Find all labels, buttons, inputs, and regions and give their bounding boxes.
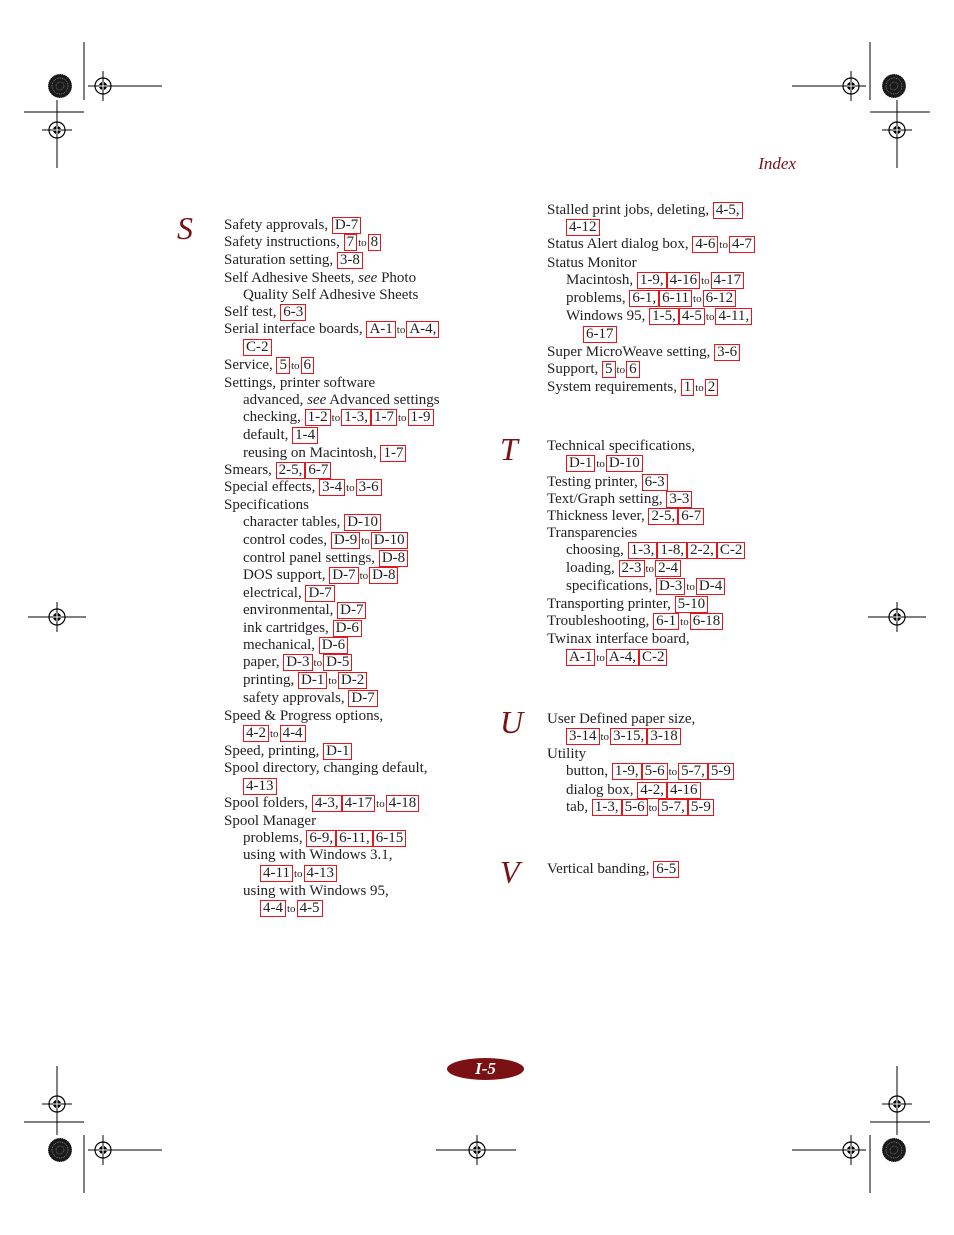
index-entry	[224, 234, 464, 252]
page-reference-link[interactable]: 3-3	[666, 491, 692, 508]
page-reference-link[interactable]: 6	[301, 357, 315, 374]
page-reference-link[interactable]: 1-9,	[637, 272, 667, 289]
section-letter: T	[500, 431, 518, 468]
entry-text: Troubleshooting,	[547, 613, 654, 630]
page-reference-link[interactable]: 6-3	[280, 304, 306, 321]
index-entry	[547, 308, 797, 326]
range-word: to	[686, 580, 695, 593]
entry-text: Speed & Progress options,	[224, 707, 384, 724]
entry-text: Stalled print jobs, deleting,	[547, 202, 713, 218]
index-entry	[224, 550, 464, 567]
page-reference-link[interactable]: D-10	[606, 455, 643, 472]
page-reference-link[interactable]: 4-6	[692, 236, 718, 253]
range-word: to	[287, 902, 296, 915]
range-word: to	[645, 562, 655, 575]
range-word: to	[396, 324, 406, 337]
index-entry	[224, 690, 464, 707]
index-entry	[547, 508, 797, 525]
page-reference-link[interactable]: 3-15,	[610, 728, 647, 745]
page-reference-link[interactable]: 4-11	[260, 865, 293, 882]
index-entry	[224, 778, 464, 795]
index-entry	[224, 514, 464, 531]
index-entry	[547, 711, 797, 728]
entry-text: User Defined paper size,	[547, 710, 696, 727]
entry-text: Technical specifications,	[547, 438, 696, 455]
page-reference-link[interactable]: 5-6	[642, 763, 668, 780]
range-word: to	[328, 675, 337, 688]
entry-text: Testing printer,	[547, 473, 642, 490]
page-reference-link[interactable]: C-2	[717, 542, 746, 559]
entry-text: Macintosh,	[566, 271, 637, 288]
index-section	[500, 703, 797, 817]
entry-text: using with Windows 3.1,	[243, 847, 393, 864]
page-reference-link[interactable]: 1-9	[408, 409, 434, 426]
index-entry	[224, 445, 464, 462]
entry-text: Special effects,	[224, 479, 320, 496]
entry-text: Spool Manager	[224, 812, 317, 829]
index-entry	[547, 344, 797, 361]
entry-text: System requirements,	[547, 379, 681, 396]
page-reference-link[interactable]: 8	[368, 234, 382, 251]
page-reference-link[interactable]: 1	[681, 379, 695, 396]
index-entry	[547, 746, 797, 763]
page-reference-link[interactable]: 5	[276, 357, 290, 374]
index-entry	[224, 654, 464, 672]
entry-text: Speed, printing,	[224, 743, 324, 760]
entry-text: Smears,	[224, 461, 276, 478]
index-entry	[547, 326, 797, 343]
page-reference-link[interactable]: 2	[705, 379, 719, 396]
entry-text: control panel settings,	[243, 549, 379, 566]
range-word: to	[616, 363, 626, 376]
page-reference-link[interactable]: 4-16	[667, 272, 701, 289]
page-reference-link[interactable]: 6-15	[373, 830, 407, 847]
entry-text: reusing on Macintosh,	[243, 444, 381, 461]
index-entry	[547, 379, 797, 397]
page-reference-link[interactable]: 4-7	[729, 236, 755, 253]
index-entry	[224, 637, 464, 654]
range-word: to	[701, 274, 710, 287]
page-reference-link[interactable]: 6-11,	[336, 830, 373, 847]
page-reference-link[interactable]: 1-4	[292, 427, 318, 444]
page-reference-link[interactable]: 4-12	[566, 219, 600, 236]
entry-text: character tables,	[243, 514, 345, 531]
entry-text: Transparencies	[547, 525, 638, 542]
entry-text: Serial interface boards,	[224, 321, 367, 338]
index-entry	[547, 236, 797, 254]
page-reference-link[interactable]: D-10	[344, 514, 381, 531]
page-reference-link[interactable]: 4-3,	[312, 795, 342, 812]
index-column-right	[500, 202, 797, 891]
entry-text: problems,	[243, 830, 307, 847]
index-entry	[224, 620, 464, 637]
page-reference-link[interactable]: 1-3,	[341, 409, 371, 426]
entry-text: Safety instructions,	[224, 234, 344, 251]
index-entry	[547, 782, 797, 799]
page-reference-link[interactable]: 2-4	[655, 560, 681, 577]
index-entry	[224, 375, 464, 392]
section-letter: V	[500, 854, 520, 891]
entry-text: Support,	[547, 360, 603, 377]
index-entry	[224, 427, 464, 444]
page-reference-link[interactable]: 6-9,	[306, 830, 336, 847]
entry-text: DOS support,	[243, 567, 330, 584]
page-reference-link[interactable]: 4-2,	[637, 782, 667, 799]
page-reference-link[interactable]: 1-2	[305, 409, 331, 426]
entry-text: Photo	[377, 269, 417, 286]
index-entry	[547, 542, 797, 559]
index-entry	[547, 491, 797, 508]
index-entry	[224, 497, 464, 514]
range-word: to	[270, 727, 279, 740]
page-reference-link[interactable]: D-10	[371, 532, 408, 549]
page-reference-link[interactable]: 1-8,	[657, 542, 687, 559]
page-reference-link[interactable]: D-3	[656, 578, 685, 595]
index-entry	[224, 900, 464, 918]
page-reference-link[interactable]: 3-4	[319, 479, 345, 496]
entry-text: mechanical,	[243, 636, 319, 653]
page-reference-link[interactable]: 2-3	[619, 560, 645, 577]
range-word: to	[596, 651, 605, 664]
index-entry	[224, 813, 464, 830]
index-column-left	[177, 210, 464, 918]
range-word: to	[293, 867, 303, 880]
index-entry	[547, 219, 797, 236]
range-word: to	[705, 311, 715, 324]
page-reference-link[interactable]: 6-17	[583, 326, 617, 343]
page-reference-link[interactable]: D-8	[369, 567, 398, 584]
page-reference-link[interactable]: 4-13	[304, 865, 338, 882]
range-word: to	[668, 766, 678, 779]
range-word: to	[695, 382, 704, 395]
index-entry	[224, 708, 464, 725]
page-reference-link[interactable]: 5-9	[688, 799, 714, 816]
section-letter: U	[500, 703, 524, 740]
range-word: to	[600, 731, 610, 744]
index-entry	[224, 409, 464, 427]
index-entry	[224, 287, 464, 304]
entry-text: Self test,	[224, 304, 281, 321]
page-reference-link[interactable]: 4-5	[297, 900, 323, 917]
entry-text: button,	[566, 763, 612, 780]
index-entry	[224, 321, 464, 339]
index-entry	[547, 290, 797, 308]
entry-text: Saturation setting,	[224, 252, 337, 269]
index-section	[547, 202, 797, 397]
index-entry	[547, 438, 797, 455]
page-reference-link[interactable]: 6-5	[653, 861, 679, 878]
entry-text: printing,	[243, 672, 298, 689]
entry-text: Thickness lever,	[547, 508, 649, 525]
index-entry	[224, 392, 464, 409]
page-reference-link[interactable]: 5-7,	[678, 763, 708, 780]
page-reference-link[interactable]: D-7	[329, 567, 358, 584]
page-reference-link[interactable]: 3-18	[647, 728, 681, 745]
range-word: to	[596, 458, 605, 471]
index-entry	[547, 613, 797, 631]
page-reference-link[interactable]: 6-11	[659, 290, 692, 307]
index-entry	[224, 672, 464, 690]
page-reference-link[interactable]: 3-6	[714, 344, 740, 361]
page-reference-link[interactable]: 6-7	[305, 462, 331, 479]
page-reference-link[interactable]: 6-7	[678, 508, 704, 525]
page-reference-link[interactable]: 4-18	[386, 795, 420, 812]
range-word: to	[331, 412, 341, 425]
entry-text: loading,	[566, 559, 619, 576]
page-reference-link[interactable]: 5-10	[675, 596, 709, 613]
entry-text: Service,	[224, 356, 277, 373]
page-reference-link[interactable]: 5	[602, 361, 616, 378]
entry-text: Windows 95,	[566, 308, 650, 325]
index-entry	[224, 883, 464, 900]
see-reference-word: see	[358, 269, 378, 286]
page-reference-link[interactable]: D-5	[323, 654, 352, 671]
entry-text: Specifications	[224, 497, 309, 514]
index-entry	[547, 578, 797, 596]
entry-text: Status Monitor	[547, 254, 637, 271]
index-entry	[547, 596, 797, 613]
entry-text: tab,	[566, 798, 592, 815]
entry-text: control codes,	[243, 531, 331, 548]
index-entry	[547, 525, 797, 542]
page-reference-link[interactable]: 3-6	[356, 479, 382, 496]
entry-text: dialog box,	[566, 781, 638, 798]
page-reference-link[interactable]: 4-11,	[715, 308, 752, 325]
range-word: to	[719, 239, 728, 252]
index-entry	[224, 217, 464, 234]
range-word: to	[361, 534, 370, 547]
index-entry	[224, 602, 464, 619]
index-entry	[547, 728, 797, 746]
page-reference-link[interactable]: 6	[626, 361, 640, 378]
index-entry	[547, 455, 797, 473]
entry-text: Twinax interface board,	[547, 631, 690, 648]
index-entry	[547, 474, 797, 491]
page-reference-link[interactable]: D-6	[333, 620, 362, 637]
range-word: to	[346, 482, 355, 495]
entry-text: problems,	[566, 290, 630, 307]
range-word: to	[680, 616, 689, 629]
index-entry	[224, 567, 464, 585]
page-reference-link[interactable]: C-2	[243, 339, 272, 356]
entry-text: Self Adhesive Sheets,	[224, 269, 359, 286]
index-section	[500, 854, 797, 891]
entry-text: ink cartridges,	[243, 619, 333, 636]
entry-text: Transporting printer,	[547, 596, 675, 613]
page-reference-link[interactable]: 4-5,	[713, 202, 743, 219]
page-reference-link[interactable]: C-2	[639, 649, 668, 666]
index-entry	[224, 357, 464, 375]
page-reference-link[interactable]: D-2	[338, 672, 367, 689]
page-reference-link[interactable]: D-7	[348, 690, 377, 707]
page-reference-link[interactable]: 3-8	[337, 252, 363, 269]
index-entry	[547, 649, 797, 667]
entry-text: choosing,	[566, 542, 628, 559]
index-section	[500, 431, 797, 667]
page-reference-link[interactable]: 4-16	[667, 782, 701, 799]
index-entry	[547, 272, 797, 290]
running-header: Index	[758, 154, 796, 173]
page-reference-link[interactable]: D-1	[323, 743, 352, 760]
entry-text: using with Windows 95,	[243, 882, 389, 899]
index-entry	[224, 479, 464, 497]
index-entry	[224, 462, 464, 479]
section-letter: S	[177, 210, 193, 246]
page-reference-link[interactable]: 1-3,	[592, 799, 622, 816]
index-entry	[224, 252, 464, 269]
range-word: to	[376, 797, 385, 810]
index-entry	[224, 830, 464, 847]
index-entry	[224, 847, 464, 864]
index-entry	[224, 865, 464, 883]
see-reference-word: see	[307, 392, 327, 409]
entry-text: electrical,	[243, 585, 306, 602]
page-reference-link[interactable]: A-4,	[606, 649, 639, 666]
entry-text: environmental,	[243, 602, 338, 619]
page-reference-link[interactable]: 5-6	[622, 799, 648, 816]
entry-text: paper,	[243, 654, 284, 671]
entry-text: Spool directory, changing default,	[224, 760, 428, 777]
page-reference-link[interactable]: 4-4	[260, 900, 286, 917]
page-reference-link[interactable]: 6-1	[653, 613, 679, 630]
page-reference-link[interactable]: 5-7,	[658, 799, 688, 816]
entry-text: Text/Graph setting,	[547, 490, 667, 507]
entry-text: safety approvals,	[243, 690, 349, 707]
page-reference-link[interactable]: 7	[344, 234, 358, 251]
entry-text: advanced,	[243, 392, 308, 409]
entry-text: checking,	[243, 409, 305, 426]
index-entry	[547, 763, 797, 781]
index-entry	[224, 532, 464, 550]
page-reference-link[interactable]: A-1	[366, 321, 395, 338]
page-reference-link[interactable]: D-6	[319, 637, 348, 654]
entry-text: Utility	[547, 746, 587, 763]
range-word: to	[359, 570, 369, 583]
page-reference-link[interactable]: 5-9	[708, 763, 734, 780]
page-reference-link[interactable]: 1-9,	[612, 763, 642, 780]
entry-text: Settings, printer software	[224, 374, 376, 391]
entry-text: Quality Self Adhesive Sheets	[243, 286, 419, 303]
range-word: to	[648, 801, 658, 814]
page-reference-link[interactable]: D-7	[337, 602, 366, 619]
index-entry	[547, 361, 797, 379]
index-entry	[224, 585, 464, 602]
page-reference-link[interactable]: 2-5,	[648, 508, 678, 525]
range-word: to	[313, 657, 323, 670]
index-entry	[547, 255, 797, 272]
index-entry	[547, 202, 797, 219]
entry-text: Advanced settings	[326, 392, 440, 409]
page-reference-link[interactable]: D-9	[331, 532, 360, 549]
page-reference-link[interactable]: D-1	[566, 455, 595, 472]
index-entry	[547, 861, 797, 878]
page-reference-link[interactable]: D-1	[298, 672, 327, 689]
index-entry	[224, 743, 464, 760]
entry-text: Status Alert dialog box,	[547, 236, 693, 253]
entry-text: specifications,	[566, 577, 656, 594]
page-reference-link[interactable]: A-4,	[406, 321, 439, 338]
entry-text: Spool folders,	[224, 794, 312, 811]
index-entry	[547, 799, 797, 817]
page-reference-link[interactable]: 6-18	[690, 613, 724, 630]
index-entry	[224, 795, 464, 813]
range-word: to	[358, 237, 367, 250]
entry-text: Vertical banding,	[547, 861, 654, 878]
entry-text: default,	[243, 427, 293, 444]
page-reference-link[interactable]: 6-3	[642, 474, 668, 491]
page-reference-link[interactable]: 4-5	[679, 308, 705, 325]
page-reference-link[interactable]: 1-7	[371, 409, 397, 426]
page-reference-link[interactable]: 1-7	[380, 445, 406, 462]
index-entry	[224, 304, 464, 321]
range-word: to	[397, 412, 407, 425]
page-reference-link[interactable]: 4-2	[243, 725, 269, 742]
index-entry	[547, 631, 797, 648]
index-entry	[547, 560, 797, 578]
page-number: I-5	[447, 1058, 524, 1080]
page-reference-link[interactable]: 1-5,	[649, 308, 679, 325]
index-entry	[224, 760, 464, 777]
entry-text: Safety approvals,	[224, 217, 332, 233]
page-reference-link[interactable]: 6-12	[703, 290, 737, 307]
index-section	[177, 210, 464, 918]
page-reference-link[interactable]: 4-17	[711, 272, 745, 289]
page-reference-link[interactable]: 6-1,	[629, 290, 659, 307]
page-reference-link[interactable]: A-1	[566, 649, 595, 666]
page-reference-link[interactable]: 4-17	[342, 795, 376, 812]
index-entry	[224, 270, 464, 287]
page-reference-link[interactable]: D-7	[305, 585, 334, 602]
index-entry	[224, 339, 464, 356]
range-word: to	[290, 359, 300, 372]
page-reference-link[interactable]: 2-5,	[276, 462, 306, 479]
index-entry	[224, 725, 464, 743]
page-reference-link[interactable]: 4-4	[280, 725, 306, 742]
range-word: to	[693, 293, 702, 306]
page-reference-link[interactable]: D-4	[696, 578, 725, 595]
page-reference-link[interactable]: 2-2,	[687, 542, 717, 559]
page-reference-link[interactable]: D-8	[379, 550, 408, 567]
page-reference-link[interactable]: 1-3,	[628, 542, 658, 559]
page-reference-link[interactable]: D-3	[283, 654, 312, 671]
entry-text: Super MicroWeave setting,	[547, 343, 715, 360]
page-reference-link[interactable]: 3-14	[566, 728, 600, 745]
page-reference-link[interactable]: 4-13	[243, 778, 277, 795]
page-reference-link[interactable]: D-7	[332, 217, 361, 234]
